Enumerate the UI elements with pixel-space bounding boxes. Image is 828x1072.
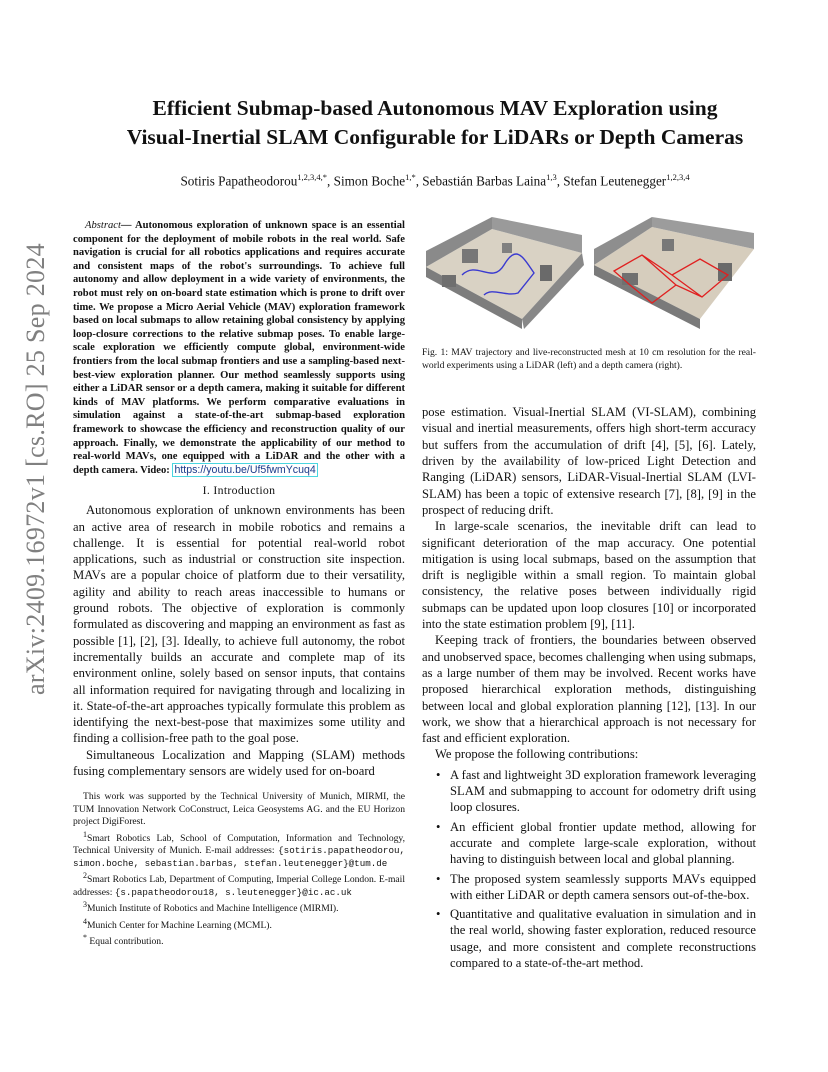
list-item [422,871,756,904]
section-heading-introduction: I. Introduction [202,483,276,498]
body-paragraph: Simultaneous Localization and Mapping (SLAM) methods fusing complementary sensors are widely used for on-board [73,747,405,779]
right-body [422,404,756,971]
right-column [422,215,756,974]
abstract [73,219,405,477]
contribution-text: A fast and lightweight 3D exploration framework leveraging SLAM and submapping to account for odometry drift using loop closures. [450,767,756,815]
author-affiliation: 1,3 [546,172,557,182]
footnote-text: Munich Center for Machine Learning (MCML). [87,919,272,931]
footnote-mark: 2 [83,870,87,880]
arxiv-side-stamp [6,243,66,710]
author-separator: , [327,173,334,189]
abstract-label: Abstract [85,220,121,231]
title-line-1: Efficient Submap-based Autonomous MAV Exploration using [152,96,718,120]
author-affiliation: 1,2,3,4 [666,172,690,182]
abstract-text: Autonomous exploration of unknown space is an essential component for the deployment of mobile robots in the real world. Safe navigation is crucial for all robotics applications and requires accurate and consistent maps of the robot's surroundings. To achieve full autonomy and allow deployment in a wide variety of environments, the robot must rely on on-board state estimation which is prone to drift over time. We propose a Micro Aerial Vehicle (MAV) exploration framework based on local submaps to allow retaining global consistency by applying loop-closure corrections to the relative submap poses. To enable large-scale exploration we efficiently compute global, environment-wide frontiers from the local submap frontiers and use a sampling-based next-best-view exploration planner. Our method seamlessly supports using either a LiDAR sensor or a depth camera, making it suitable for different kinds of MAV platforms. We perform comparative evaluations in simulation against a state-of-the-art submap-based exploration framework to showcase the efficiency and reconstruction quality of our approach. Finally, we demonstrate the applicability of our method to real-world MAVs, one equipped with a LiDAR and the other with a depth camera. Video: [73,220,405,476]
bullet-icon: • [436,871,441,886]
author-affiliation: 1,2,3,4,* [297,172,328,182]
list-item [422,819,756,868]
bullet-icon: • [436,907,441,922]
footnotes [73,791,405,948]
author-separator: , [556,173,564,189]
author-separator: , [415,173,423,189]
contribution-list [422,767,756,972]
paper-title [70,94,800,152]
author-name: Stefan Leutenegger [563,173,667,189]
footnote-text: Smart Robotics Lab, Department of Computing, Imperial College London. E-mail addresses: [73,874,405,898]
author-name: Sotiris Papatheodorou [180,173,298,189]
funding-note: This work was supported by the Technical University of Munich, MIRMI, the TUM Innovation Network CoConstruct, Leica Geosystems AG. and the EU Horizon project DigiForest. [73,791,405,828]
body-paragraph: pose estimation. Visual-Inertial SLAM (VI-SLAM), combining visual and inertial measurements, offers high short-term accuracy but suffers from the accumulation of drift [4], [5], [6]. Lately, driven by the availability of low-priced Light Detection and Ranging (LiDAR) sensors, LiDAR-Visual-Inertial SLAM (LVI-SLAM) has been a topic of extensive research [7], [8], [9] in the prospect of reducing drift. [422,405,756,517]
author-name: Simon Boche [333,173,406,189]
bullet-icon: • [436,819,441,834]
left-column [73,219,405,949]
footnote-equal [73,932,405,949]
footnote-3 [73,899,405,916]
list-item [422,767,756,816]
bullet-icon: • [436,767,441,782]
footnote-text: Equal contribution. [89,936,164,948]
email-addresses: {sotiris.papatheodorou, simon.boche, sebastian.barbas, stefan.leutenegger}@tum.de [73,845,405,869]
footnote-mark: 1 [83,829,87,839]
video-link[interactable]: https://youtu.be/Uf5fwmYcuq4 [174,463,316,476]
body-paragraph: Autonomous exploration of unknown environments has been an active area of research in mobile robotics and remains a challenge. It is essential for potential real-world robot applications, such as industrial or construction site inspection. MAVs are a popular choice of platform due to their versatility, agility and ability to reach areas inaccessible to humans or ground robots. The objective of exploration is commonly formulated as discovering and mapping an environment as fast as possible [1], [2], [3]. Ideally, to achieve full autonomy, the robot incrementally builds an accurate and complete map of its environment online, solely based on sensor inputs, that contains all information required for navigating through and localizing in it. State-of-the-art approaches typically formulate this problem as identifying the next-best-pose that maximizes some utility and finding a collision-free path to the goal pose. [73,503,405,746]
footnote-mark: 3 [83,899,87,909]
footnote-4 [73,916,405,933]
abstract-dash: — [120,220,135,231]
footnote-text: Smart Robotics Lab, School of Computation, Information and Technology, Technical University of Munich. E-mail addresses: [73,832,405,857]
author-list [70,172,800,189]
footnote-2 [73,870,405,899]
figure-caption: Fig. 1: MAV trajectory and live-reconstructed mesh at 10 cm resolution for the real-world experiments using a LiDAR (left) and a depth camera (right). [422,347,756,371]
author-name: Sebastián Barbas Laina [422,173,547,189]
contribution-text: Quantitative and qualitative evaluation in simulation and in the real world, showing faster exploration, reduced resource usage, and more consistent and complete reconstructions compared to a state-of-the-art method. [450,907,756,970]
footnote-text: Munich Institute of Robotics and Machine Intelligence (MIRMI). [87,903,339,915]
depth-camera-reconstruction-image [592,215,756,333]
arxiv-identifier: arXiv:2409.16972v1 [cs.RO] 25 Sep 2024 [21,243,50,695]
footnote-1 [73,829,405,870]
contribution-text: An efficient global frontier update method, allowing for accurate and complete large-scale exploration, without having to distinguish between local and global planning. [450,819,756,867]
footnote-mark: 4 [83,916,87,926]
email-addresses: {s.papatheodorou18, s.leutenegger}@ic.ac.uk [114,886,352,898]
lidar-reconstruction-image [422,215,586,333]
author-affiliation: 1,* [405,172,416,182]
contribution-text: The proposed system seamlessly supports MAVs equipped with either LiDAR or depth camera sensors out-of-the-box. [450,871,756,902]
body-paragraph: Keeping track of frontiers, the boundaries between observed and unobserved space, becomes challenging when using submaps, as a large number of them may be involved. Recent works have proposed hierarchical exploration methods, distinguishing between local and global exploration planning [12], [13]. In our work, we show that a hierarchical approach is not necessary for fast and efficient exploration. [422,633,756,746]
figure-1 [422,215,756,333]
body-paragraph: In large-scale scenarios, the inevitable drift can lead to significant deterioration of the map accuracy. One potential mitigation is using local submaps, based on the assumption that drift is negligible within a small region. To maintain global consistency, the relative poses between individually rigid submaps can be updated upon loop closures [10] or incorporated into the state estimation problem [9], [11]. [422,519,756,632]
title-line-2: Visual-Inertial SLAM Configurable for LiDARs or Depth Cameras [126,125,744,149]
footnote-mark: * [83,933,87,943]
list-item [422,906,756,971]
body-paragraph: We propose the following contributions: [435,747,639,762]
